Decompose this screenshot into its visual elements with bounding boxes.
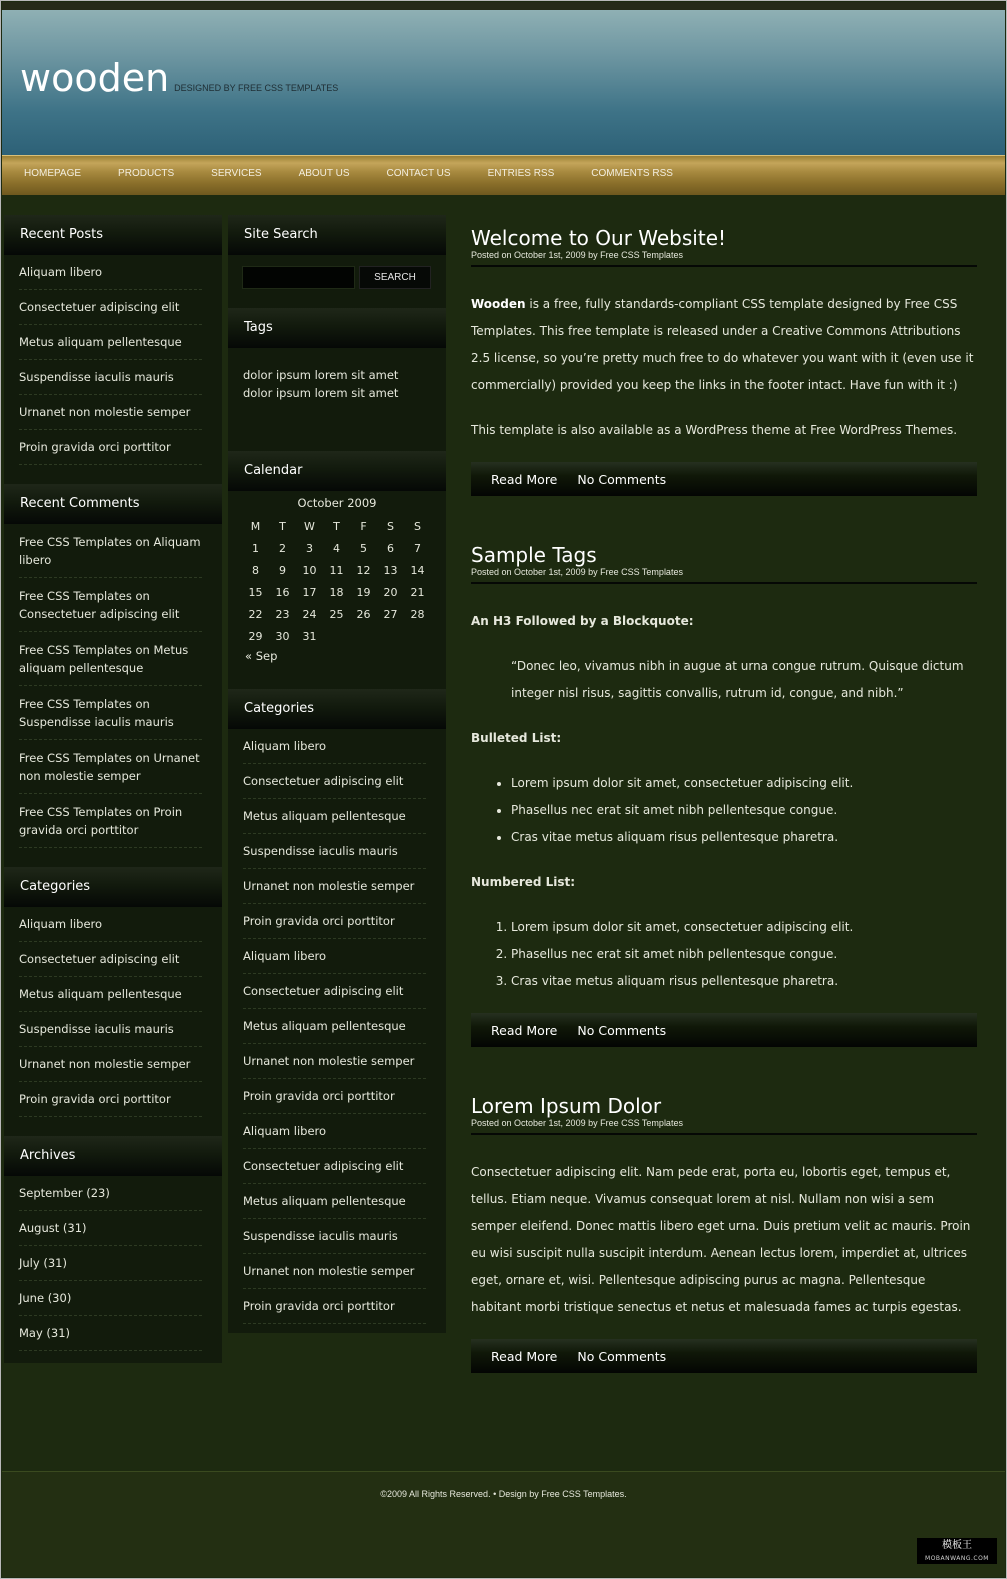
category-link[interactable]: Urnanet non molestie semper xyxy=(243,1044,426,1079)
logo[interactable] xyxy=(20,56,338,100)
tags-title: Tags xyxy=(228,308,446,348)
category-link[interactable]: Metus aliquam pellentesque xyxy=(243,799,426,834)
post-meta-bar xyxy=(471,462,977,496)
watermark-url: MOBANWANG.COM xyxy=(925,1555,989,1562)
calendar-day xyxy=(377,625,404,647)
category-link[interactable]: Suspendisse iaculis mauris xyxy=(19,1012,202,1047)
calendar-weekday: W xyxy=(304,519,315,533)
calendar-day: 29 xyxy=(248,629,263,643)
menu-item-contact-us[interactable]: CONTACT US xyxy=(386,168,451,179)
post-subheading: Bulleted List: xyxy=(471,731,562,745)
list-item: • Cras vitae metus aliquam risus pellentesque pharetra. xyxy=(511,824,977,851)
list-item: • Phasellus nec erat sit amet nibh pellentesque congue. xyxy=(511,797,977,824)
calendar-day: 18 xyxy=(329,585,344,599)
category-link[interactable]: Consectetuer adipiscing elit xyxy=(243,974,426,1009)
recent-comment-link[interactable]: Free CSS Templates on Metus aliquam pellentesque xyxy=(19,632,202,686)
post-subheading: An H3 Followed by a Blockquote: xyxy=(471,614,694,628)
post xyxy=(471,1094,977,1373)
comments-link[interactable]: No Comments xyxy=(577,471,667,487)
main-menu xyxy=(2,155,1005,195)
calendar-day: 9 xyxy=(279,563,286,577)
calendar-title: Calendar xyxy=(228,451,446,491)
category-link[interactable]: Urnanet non molestie semper xyxy=(19,1047,202,1082)
calendar-day: 27 xyxy=(383,607,398,621)
recent-comment-link[interactable]: Free CSS Templates on Consectetuer adipiscing elit xyxy=(19,578,202,632)
calendar-day: 24 xyxy=(302,607,317,621)
comments-link[interactable]: No Comments xyxy=(577,1348,667,1364)
post xyxy=(471,226,977,496)
post-text: is a free, fully standards-compliant CSS template designed by Free CSS Templates. This free template is released under a Creative Commons Attributions 2.5 license, so you’re pretty much free to do whatever you want with it (even use it commercially) provided you keep the links in the footer intact. Have fun with it :) xyxy=(471,297,974,392)
category-link[interactable]: Aliquam libero xyxy=(243,1114,426,1149)
calendar-day: 12 xyxy=(356,563,371,577)
post-entry xyxy=(471,584,977,995)
numbered-list xyxy=(471,914,977,995)
post-paragraph: Consectetuer adipiscing elit. Nam pede erat, porta eu, lobortis eget, tempus et, tellus. Etiam neque. Vivamus consequat lorem at nisl. Nullam non wisi a sem semper eleifend. Donec mattis libero eget urna. Duis pretium velit ac mauris. Proin eu wisi suscipit nulla suscipit interdum. Aenean lectus lorem, imperdiet at, ultrices eget, ornare et, wisi. Pellentesque adipiscing purus ac magna. Pellentesque habitant morbi tristique senectus et netus et malesuada fames ac turpis egestas. xyxy=(471,1165,971,1314)
archive-link[interactable]: May (31) xyxy=(19,1316,202,1351)
calendar-day: 20 xyxy=(383,585,398,599)
blockquote: “Donec leo, vivamus nibh in augue at urna congue rutrum. Quisque dictum integer nisl risus, sagittis convallis, rutrum id, congue, and nibh.” xyxy=(511,659,964,700)
calendar-day: 28 xyxy=(410,607,425,621)
category-link[interactable]: Metus aliquam pellentesque xyxy=(243,1184,426,1219)
post-title[interactable]: Welcome to Our Website! xyxy=(471,226,727,250)
calendar-day: 19 xyxy=(356,585,371,599)
post-entry xyxy=(471,267,977,444)
category-link[interactable]: Suspendisse iaculis mauris xyxy=(243,834,426,869)
calendar-weekday: T xyxy=(333,519,340,533)
post-meta-bar xyxy=(471,1339,977,1373)
search-title: Site Search xyxy=(228,215,446,255)
category-link[interactable]: Aliquam libero xyxy=(243,939,426,974)
post-byline: Posted on October 1st, 2009 by Free CSS Templates xyxy=(471,250,977,267)
calendar-day: 25 xyxy=(329,607,344,621)
category-link[interactable]: Metus aliquam pellentesque xyxy=(19,977,202,1012)
main-content xyxy=(471,215,977,1373)
recent-post-link[interactable]: Aliquam libero xyxy=(19,255,202,290)
category-link[interactable]: Consectetuer adipiscing elit xyxy=(243,764,426,799)
menu-item-comments-rss[interactable]: COMMENTS RSS xyxy=(591,168,673,179)
recent-post-link[interactable]: Consectetuer adipiscing elit xyxy=(19,290,202,325)
recent-posts-box xyxy=(4,215,222,465)
categories-box-left xyxy=(4,867,222,1117)
calendar-day: 23 xyxy=(275,607,290,621)
calendar xyxy=(228,491,446,689)
site-tagline[interactable]: DESIGNED BY FREE CSS TEMPLATES xyxy=(174,83,339,93)
menu-item-homepage[interactable]: HOMEPAGE xyxy=(24,168,82,179)
menu-item-about-us[interactable]: ABOUT US xyxy=(298,168,350,179)
search-input[interactable] xyxy=(242,266,355,289)
header xyxy=(2,2,1005,155)
menu-item-entries-rss[interactable]: ENTRIES RSS xyxy=(487,168,555,179)
search-box xyxy=(228,215,446,308)
read-more-link[interactable]: Read More xyxy=(491,1022,558,1038)
calendar-day xyxy=(350,625,377,647)
calendar-day: 21 xyxy=(410,585,425,599)
footer-text: ©2009 All Rights Reserved. • Design by Free CSS Templates. xyxy=(380,1489,627,1499)
archive-link[interactable]: August (31) xyxy=(19,1211,202,1246)
calendar-day: 15 xyxy=(248,585,263,599)
category-link[interactable]: Aliquam libero xyxy=(243,729,426,764)
calendar-day: 5 xyxy=(360,541,367,555)
post xyxy=(471,543,977,1047)
calendar-day: 8 xyxy=(252,563,259,577)
calendar-day: 7 xyxy=(414,541,421,555)
calendar-day: 2 xyxy=(279,541,286,555)
post-subheading: Numbered List: xyxy=(471,875,576,889)
calendar-day: 6 xyxy=(387,541,394,555)
calendar-day: 17 xyxy=(302,585,317,599)
categories-title-middle: Categories xyxy=(228,689,446,729)
calendar-day xyxy=(323,625,350,647)
calendar-weekday: S xyxy=(387,519,394,533)
footer xyxy=(2,1471,1005,1577)
read-more-link[interactable]: Read More xyxy=(491,471,558,487)
post-byline: Posted on October 1st, 2009 by Free CSS Templates xyxy=(471,1118,977,1135)
post-entry xyxy=(471,1135,977,1321)
category-link[interactable]: Urnanet non molestie semper xyxy=(243,1254,426,1289)
calendar-weekday: T xyxy=(279,519,286,533)
post-title[interactable]: Lorem Ipsum Dolor xyxy=(471,1094,662,1118)
bulleted-list xyxy=(471,770,977,851)
menu-item-products[interactable]: PRODUCTS xyxy=(118,168,175,179)
calendar-day xyxy=(404,625,431,647)
category-link[interactable]: Suspendisse iaculis mauris xyxy=(243,1219,426,1254)
calendar-day: 4 xyxy=(333,541,340,555)
list-item: 3. Cras vitae metus aliquam risus pellentesque pharetra. xyxy=(511,968,977,995)
categories-box-middle xyxy=(228,689,446,1324)
recent-post-link[interactable]: Proin gravida orci porttitor xyxy=(19,430,202,465)
calendar-day: 3 xyxy=(306,541,313,555)
site-name[interactable]: wooden xyxy=(20,56,170,100)
calendar-day: 1 xyxy=(252,541,259,555)
search-button[interactable]: SEARCH xyxy=(359,266,431,289)
calendar-day: 22 xyxy=(248,607,263,621)
recent-comment-link[interactable]: Free CSS Templates on Urnanet non molestie semper xyxy=(19,740,202,794)
recent-posts-title: Recent Posts xyxy=(4,215,222,255)
categories-title-left: Categories xyxy=(4,867,222,907)
archive-link[interactable]: July (31) xyxy=(19,1246,202,1281)
watermark-text: 模板王 xyxy=(942,1540,972,1551)
list-item: 1. Lorem ipsum dolor sit amet, consectetuer adipiscing elit. xyxy=(511,914,977,941)
middle-sidebar xyxy=(228,215,446,1333)
category-link[interactable]: Metus aliquam pellentesque xyxy=(243,1009,426,1044)
calendar-day: 16 xyxy=(275,585,290,599)
tag-cloud[interactable]: dolor ipsum lorem sit amet dolor ipsum lorem sit amet xyxy=(243,368,399,400)
recent-comment-link[interactable]: Free CSS Templates on Suspendisse iaculis mauris xyxy=(19,686,202,740)
recent-post-link[interactable]: Suspendisse iaculis mauris xyxy=(19,360,202,395)
archive-link[interactable]: September (23) xyxy=(19,1176,202,1211)
recent-comment-link[interactable]: Free CSS Templates on Aliquam libero xyxy=(19,524,202,578)
category-link[interactable]: Proin gravida orci porttitor xyxy=(243,1289,426,1324)
category-link[interactable]: Proin gravida orci porttitor xyxy=(243,1079,426,1114)
calendar-day: 11 xyxy=(329,563,344,577)
calendar-day: 26 xyxy=(356,607,371,621)
post-meta-bar xyxy=(471,1013,977,1047)
category-link[interactable]: Urnanet non molestie semper xyxy=(243,869,426,904)
list-item: 2. Phasellus nec erat sit amet nibh pellentesque congue. xyxy=(511,941,977,968)
archives-title: Archives xyxy=(4,1136,222,1176)
list-item: • Lorem ipsum dolor sit amet, consectetuer adipiscing elit. xyxy=(511,770,977,797)
category-link[interactable]: Aliquam libero xyxy=(19,907,202,942)
archive-link[interactable]: June (30) xyxy=(19,1281,202,1316)
calendar-day: 10 xyxy=(302,563,317,577)
archives-box xyxy=(4,1136,222,1351)
category-link[interactable]: Consectetuer adipiscing elit xyxy=(243,1149,426,1184)
comments-link[interactable]: No Comments xyxy=(577,1022,667,1038)
category-link[interactable]: Proin gravida orci porttitor xyxy=(19,1082,202,1117)
recent-post-link[interactable]: Urnanet non molestie semper xyxy=(19,395,202,430)
tags-box xyxy=(228,308,446,451)
watermark-logo xyxy=(917,1538,997,1564)
post-paragraph xyxy=(471,291,977,399)
post-bold-text: Wooden xyxy=(471,297,526,311)
calendar-table xyxy=(242,515,431,647)
recent-post-link[interactable]: Metus aliquam pellentesque xyxy=(19,325,202,360)
calendar-caption: October 2009 xyxy=(297,496,377,510)
post-title[interactable]: Sample Tags xyxy=(471,543,597,567)
calendar-day: 30 xyxy=(275,629,290,643)
menu-item-services[interactable]: SERVICES xyxy=(211,168,262,179)
recent-comments-box xyxy=(4,484,222,848)
calendar-weekday: F xyxy=(360,519,367,533)
calendar-day: 13 xyxy=(383,563,398,577)
category-link[interactable]: Consectetuer adipiscing elit xyxy=(19,942,202,977)
category-link[interactable]: Proin gravida orci porttitor xyxy=(243,904,426,939)
read-more-link[interactable]: Read More xyxy=(491,1348,558,1364)
post-paragraph: This template is also available as a WordPress theme at Free WordPress Themes. xyxy=(471,423,958,437)
left-sidebar xyxy=(4,215,222,1363)
calendar-prev-month-link[interactable]: « Sep xyxy=(245,649,278,663)
recent-comments-title: Recent Comments xyxy=(4,484,222,524)
calendar-box xyxy=(228,451,446,689)
calendar-day: 14 xyxy=(410,563,425,577)
calendar-weekday: S xyxy=(414,519,421,533)
calendar-weekday: M xyxy=(250,519,261,533)
post-byline: Posted on October 1st, 2009 by Free CSS Templates xyxy=(471,567,977,584)
calendar-day: 31 xyxy=(302,629,317,643)
recent-comment-link[interactable]: Free CSS Templates on Proin gravida orci porttitor xyxy=(19,794,202,848)
